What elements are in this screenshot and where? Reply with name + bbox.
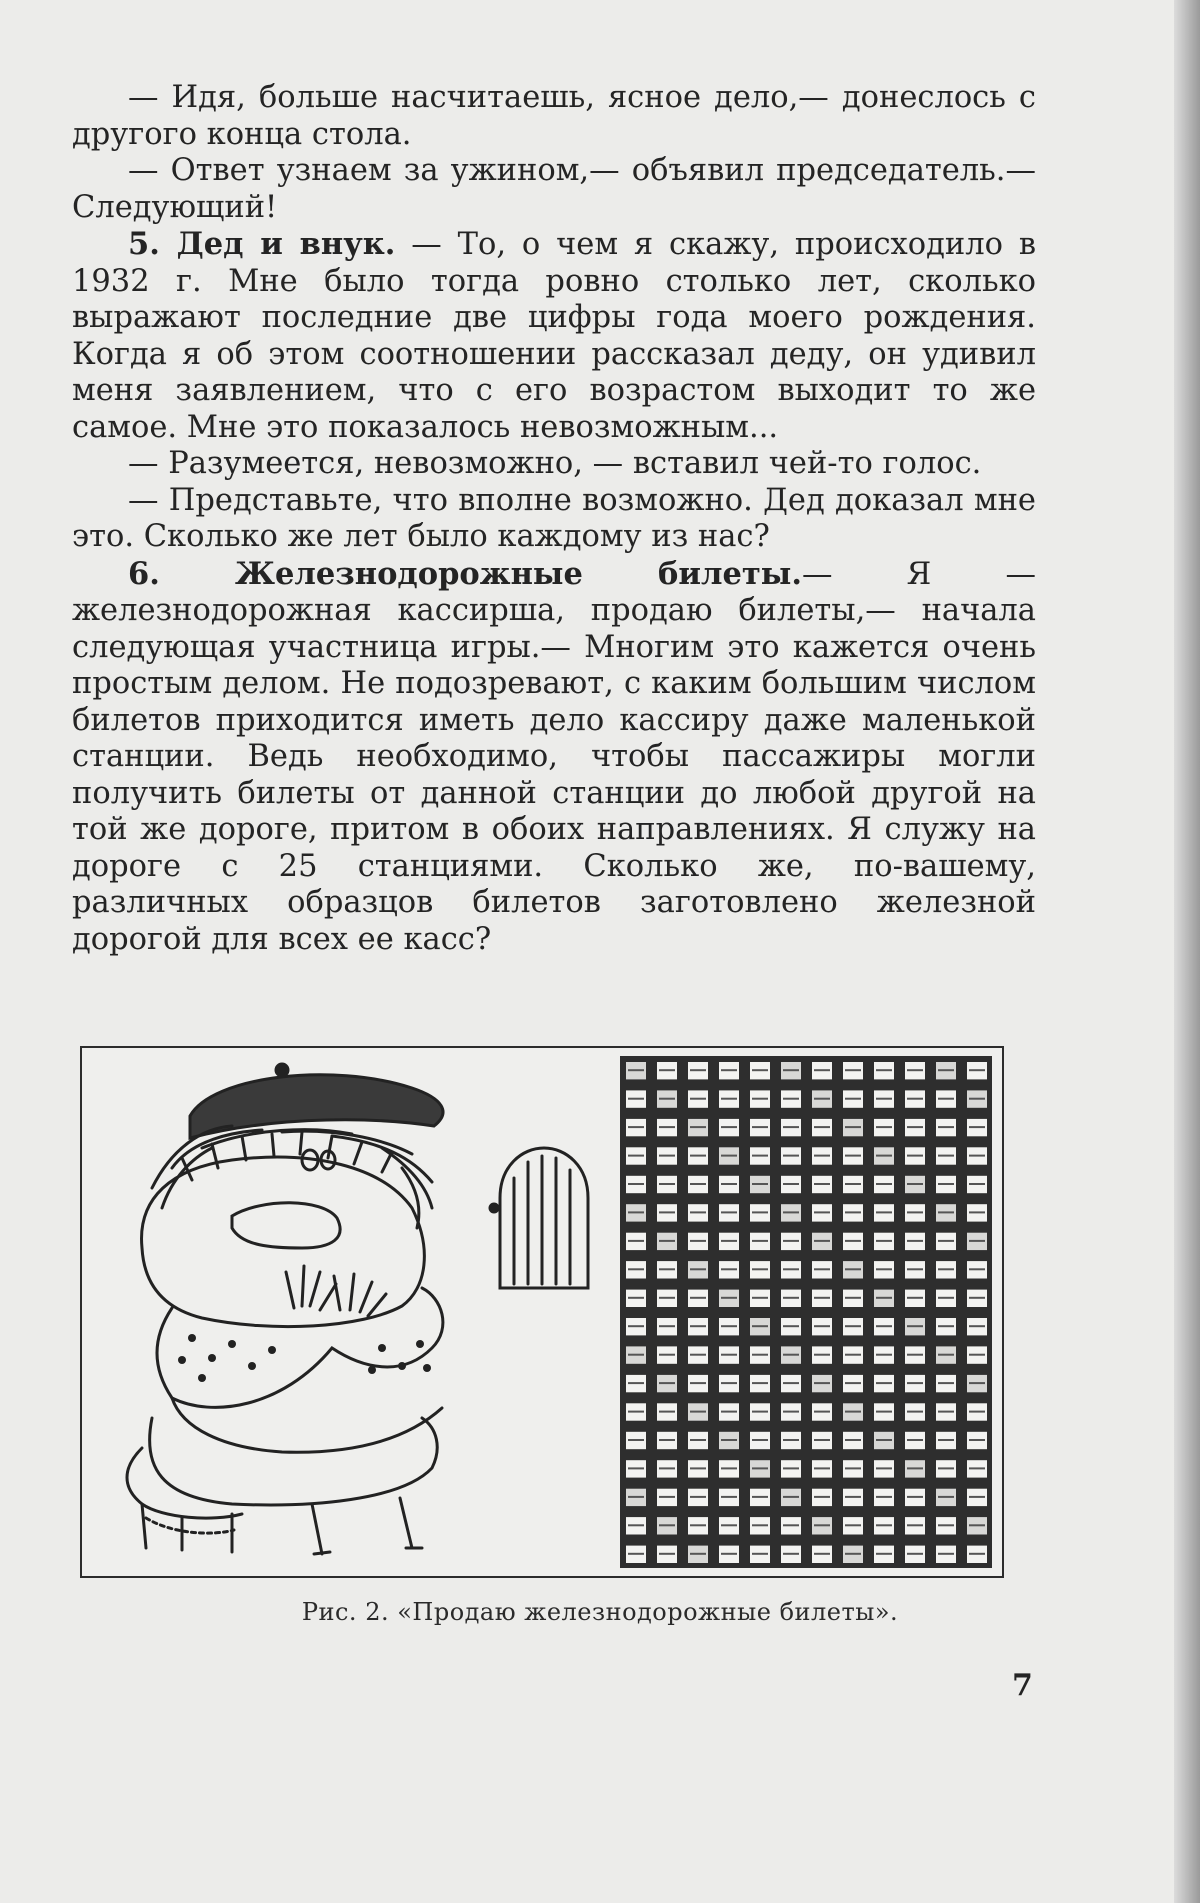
cashier-drawing <box>127 1064 588 1554</box>
figure-illustration <box>80 1046 1004 1578</box>
paragraph-1: — Идя, больше насчитаешь, ясное дело,— донеслось с другого конца стола. <box>72 80 1036 152</box>
paragraph-6: 6. Железнодорожные билеты.— Я — железнодорожная кассирша, продаю билеты,— начала следующая участница игры.— Многим это кажется очень простым делом. Не подозревают, с каким большим числом билетов приходится иметь дело кассиру даже маленькой станции. Ведь необходимо, чтобы пассажиры могли получить билеты от данной станции до любой другой на той же дороге, притом в обоих направлениях. Я служу на дороге с 25 станциями. Сколько же, по-вашему, различных образцов билетов заготовлено железной дорогой для всех ее касс? <box>72 555 1036 957</box>
paragraph-3: 5. Дед и внук. — То, о чем я скажу, происходило в 1932 г. Мне было тогда ровно столько лет, сколько выражают последние две цифры года моего рождения. Когда я об этом соотношении рассказал деду, он удивил меня заявлением, что с его возрастом выходит то же самое. Мне это показалось невозможным... <box>72 226 1036 445</box>
paragraph-2: — Ответ узнаем за ужином,— объявил председатель.— Следующий! <box>72 153 1036 225</box>
ticket-rack <box>620 1056 992 1568</box>
page-number: 7 <box>1012 1668 1033 1703</box>
body-text <box>72 80 1036 958</box>
figure-caption: Рис. 2. «Продаю железнодорожные билеты». <box>301 1598 899 1626</box>
paragraph-4: — Разумеется, невозможно, — вставил чей-то голос. <box>128 446 982 481</box>
problem-heading-6: 6. Железнодорожные билеты. <box>128 555 802 592</box>
problem-heading-5: 5. Дед и внук. <box>128 226 396 262</box>
paragraph-5: — Представьте, что вполне возможно. Дед доказал мне это. Сколько же лет было каждому из нас? <box>72 482 1036 554</box>
illustration-svg <box>82 1048 1002 1576</box>
